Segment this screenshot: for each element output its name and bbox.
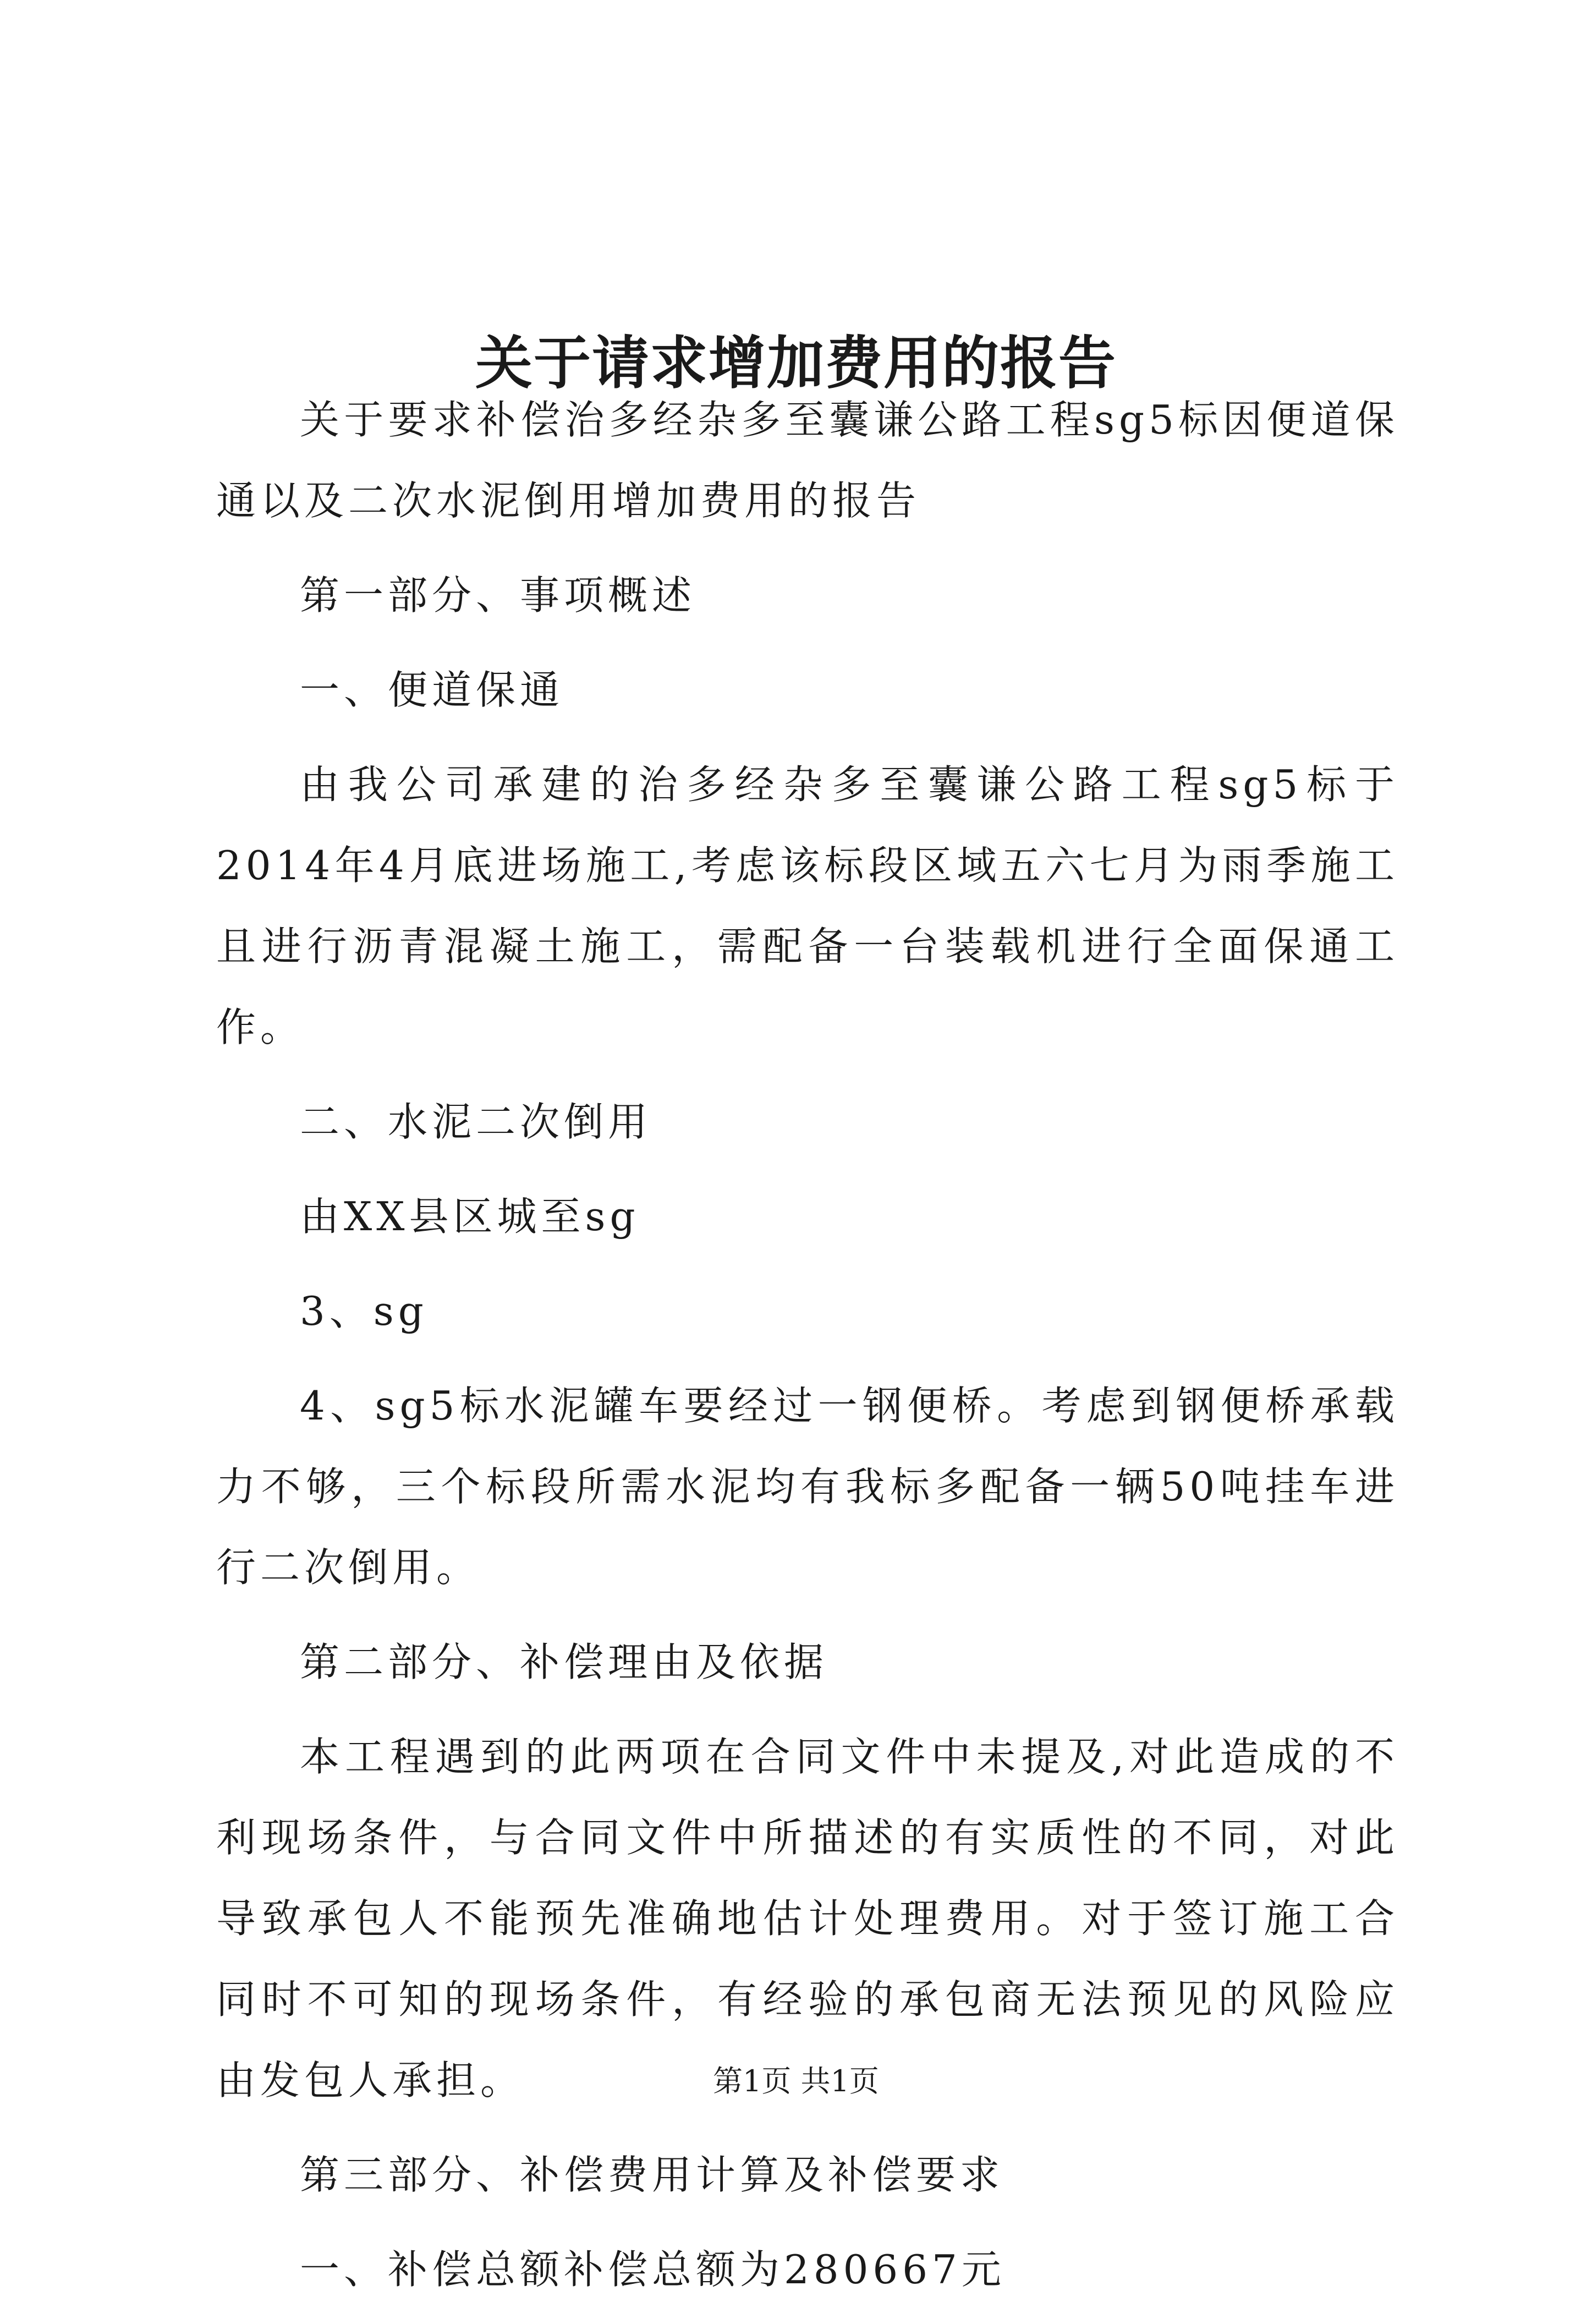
subheading-road-access: 一、便道保通 bbox=[300, 667, 564, 713]
document-title: 关于请求增加费用的报告 bbox=[475, 328, 1117, 397]
subheading-cement-transfer: 二、水泥二次倒用 bbox=[300, 1099, 652, 1145]
paragraph-cement-route: 由XX县区城至sg bbox=[300, 1193, 640, 1240]
paragraph-reasons: 本工程遇到的此两项在合同文件中未提及,对此造成的不利现场条件，与合同文件中所描述的有实质性的不同，对此导致承包人不能预先准确地估计处理费用。对于签订施工合同时不可知的现场条件，有经验的承包商无法预见的风险应由发包人承担。 bbox=[216, 1734, 1399, 2103]
paragraph-item-3: 3、sg bbox=[300, 1288, 428, 1334]
paragraph-road-access: 由我公司承建的治多经杂多至囊谦公路工程sg5标于2014年4月底进场施工,考虑该标段区域五六七月为雨季施工且进行沥青混凝土施工，需配备一台装载机进行全面保通工作。 bbox=[216, 761, 1399, 1050]
paragraph-subject: 关于要求补偿治多经杂多至囊谦公路工程sg5标因便道保通以及二次水泥倒用增加费用的报告 bbox=[216, 397, 1399, 524]
paragraph-total-amount: 一、补偿总额补偿总额为280667元 bbox=[300, 2246, 1006, 2293]
section-heading-overview: 第一部分、事项概述 bbox=[300, 572, 696, 618]
section-heading-reasons: 第二部分、补偿理由及依据 bbox=[300, 1639, 828, 1685]
section-heading-calculation: 第三部分、补偿费用计算及补偿要求 bbox=[300, 2152, 1004, 2198]
page-footer: 第1页 共1页 bbox=[713, 2064, 879, 2098]
paragraph-item-4: 4、sg5标水泥罐车要经过一钢便桥。考虑到钢便桥承载力不够，三个标段所需水泥均有我标多配备一辆50吨挂车进行二次倒用。 bbox=[216, 1383, 1399, 1591]
document-body bbox=[216, 380, 1399, 2324]
